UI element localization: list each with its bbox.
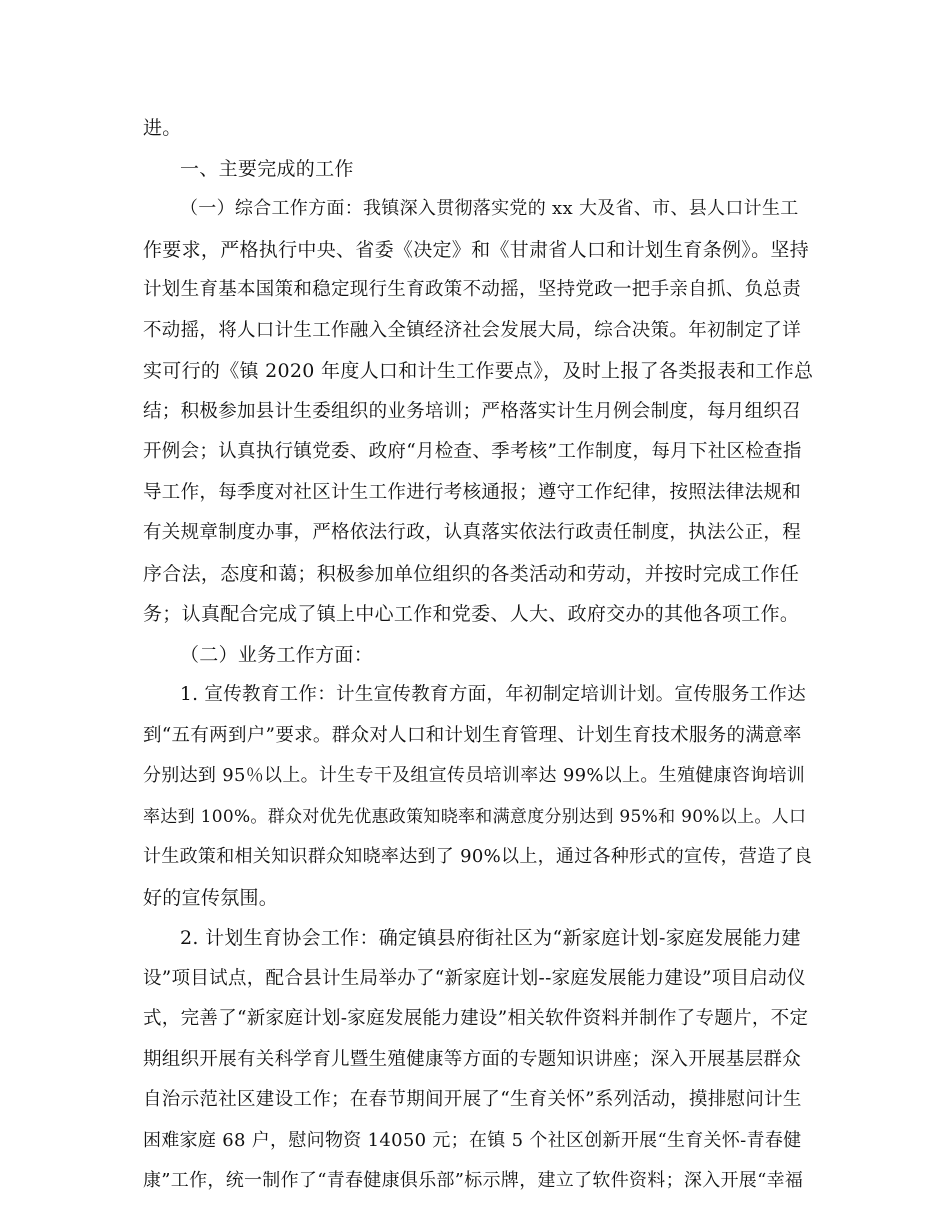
text-line: 导工作，每季度对社区计生工作进行考核通报；遵守工作纪律，按照法律法规和 xyxy=(143,482,802,503)
text-line: 康”工作，统一制作了“青春健康俱乐部”标示牌，建立了软件资料；深入开展“幸福 xyxy=(143,1170,804,1191)
text-line: 作要求，严格执行中央、省委《决定》和《甘肃省人口和计划生育条例》。坚持 xyxy=(143,239,810,261)
text-line: 不动摇，将人口计生工作融入全镇经济社会发展大局，综合决策。年初制定了详 xyxy=(143,320,802,341)
text-line: 计生政策和相关知识群众知晓率达到了 90%以上，通过各种形式的宣传，营造了良 xyxy=(143,846,813,867)
text-line: 分别达到 95％以上。计生专干及组宣传员培训率达 99%以上。生殖健康咨询培训 xyxy=(143,765,806,786)
section-heading: 一、主要完成的工作 xyxy=(180,158,354,180)
text-line: 结；积极参加县计生委组织的业务培训；严格落实计生月例会制度，每月组织召 xyxy=(143,401,802,422)
text-line: 序合法，态度和蔼；积极参加单位组织的各类活动和劳动，并按时完成工作任 xyxy=(143,563,800,585)
text-line: 自治示范社区建设工作；在春节期间开展了“生育关怀”系列活动，摸排慰问计生 xyxy=(143,1089,802,1110)
text-line: 式，完善了“新家庭计划-家庭发展能力建设”相关软件资料并制作了专题片，不定 xyxy=(143,1008,809,1029)
item-heading-line: 2. 计划生育协会工作：确定镇县府街社区为“新家庭计划-家庭发展能力建 xyxy=(180,927,801,949)
subsection-heading-line: （一）综合工作方面：我镇深入贯彻落实党的 xx 大及省、市、县人口计生工 xyxy=(180,198,799,219)
text-line: 期组织开展有关科学育儿暨生殖健康等方面的专题知识讲座；深入开展基层群众 xyxy=(143,1049,802,1070)
text-line: 率达到 100%。群众对优先优惠政策知晓率和满意度分别达到 95%和 90%以上。人口 xyxy=(143,807,807,827)
text-line: 有关规章制度办事，严格依法行政，认真落实依法行政责任制度，执法公正，程 xyxy=(143,522,802,543)
item-heading-line: 1. 宣传教育工作：计生宣传教育方面，年初制定培训计划。宣传服务工作达 xyxy=(180,684,807,705)
text-line: 务；认真配合完成了镇上中心工作和党委、人大、政府交办的其他各项工作。 xyxy=(143,603,800,625)
subsection-heading: （二）业务工作方面： xyxy=(180,644,374,666)
text-line: 到“五有两到户”要求。群众对人口和计划生育管理、计划生育技术服务的满意率 xyxy=(143,725,802,746)
text-line: 计划生育基本国策和稳定现行生育政策不动摇，坚持党政一把手亲自抓、负总责 xyxy=(143,279,802,300)
text-line: 好的宣传氛围。 xyxy=(143,887,279,909)
text-line: 困难家庭 68 户，慰问物资 14050 元；在镇 5 个社区创新开展“生育关怀-青春健 xyxy=(143,1130,802,1151)
text-line: 开例会；认真执行镇党委、政府“月检查、季考核”工作制度，每月下社区检查指 xyxy=(143,441,802,462)
text-line: 进。 xyxy=(143,117,182,139)
text-line: 设”项目试点，配合县计生局举办了“新家庭计划--家庭发展能力建设”项目启动仪 xyxy=(143,968,806,989)
text-line: 实可行的《镇 2020 年度人口和计生工作要点》，及时上报了各类报表和工作总 xyxy=(143,360,814,382)
